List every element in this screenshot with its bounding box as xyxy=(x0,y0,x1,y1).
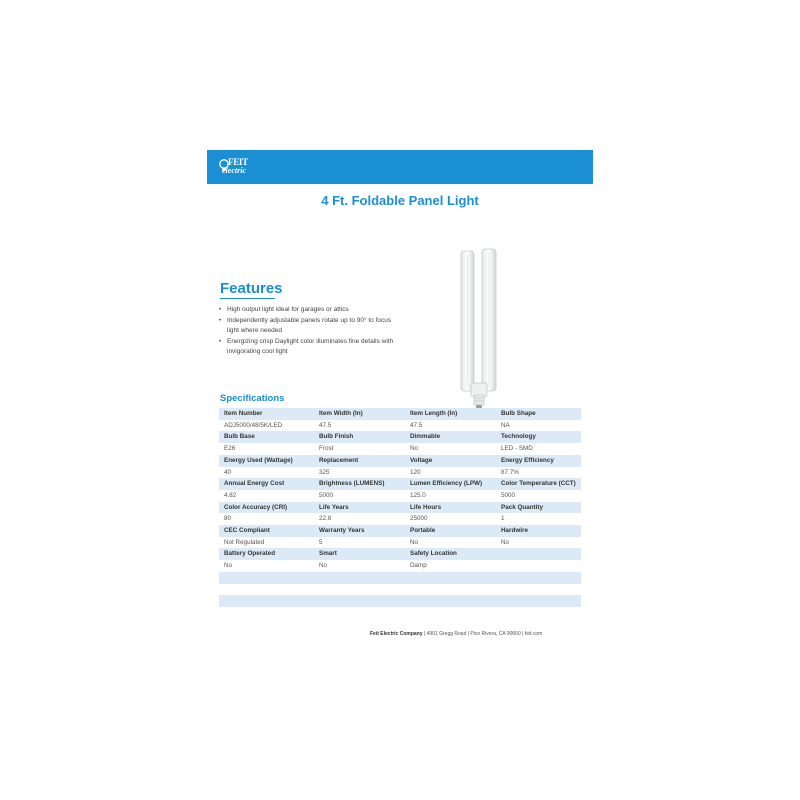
spec-value-cell: Frost xyxy=(314,443,405,455)
spec-label-row xyxy=(219,455,581,467)
spec-value-row xyxy=(219,490,581,502)
spec-value-cell: 80 xyxy=(219,513,314,525)
spec-label-cell xyxy=(314,572,405,584)
spec-label-cell xyxy=(405,595,496,607)
spec-label-cell: Color Accuracy (CRI) xyxy=(219,502,314,514)
spec-label-cell: Hardwire xyxy=(496,525,581,537)
spec-label-cell: Energy Used (Wattage) xyxy=(219,455,314,467)
spec-label-cell: Bulb Base xyxy=(219,431,314,443)
spec-label-cell: Brightness (LUMENS) xyxy=(314,478,405,490)
feature-item: • High output light ideal for garages or attics xyxy=(218,305,398,316)
spec-value-cell: 5 xyxy=(314,537,405,549)
spec-label-cell: Item Width (In) xyxy=(314,408,405,420)
product-title: 4 Ft. Foldable Panel Light xyxy=(321,193,479,208)
spec-value-cell: 47.5 xyxy=(314,420,405,432)
spec-value-cell: NA xyxy=(496,420,581,432)
spec-label-cell xyxy=(496,595,581,607)
spec-label-cell: Dimmable xyxy=(405,431,496,443)
feature-item: • Independently adjustable panels rotate up to 90° to focus light where needed xyxy=(218,316,398,337)
spec-label-cell: Bulb Shape xyxy=(496,408,581,420)
spec-label-cell: Item Number xyxy=(219,408,314,420)
spec-value-row xyxy=(219,584,581,596)
spec-label-cell: Warranty Years xyxy=(314,525,405,537)
spec-value-cell: 47.5 xyxy=(405,420,496,432)
spec-label-cell: Lumen Efficiency (LPW) xyxy=(405,478,496,490)
spec-value-cell: Not Regulated xyxy=(219,537,314,549)
spec-value-cell xyxy=(496,584,581,596)
spec-value-cell: 1 xyxy=(496,513,581,525)
spec-value-row xyxy=(219,443,581,455)
spec-label-row xyxy=(219,572,581,584)
spec-value-row xyxy=(219,513,581,525)
spec-value-cell: 125.0 xyxy=(405,490,496,502)
spec-value-row xyxy=(219,560,581,572)
features-list xyxy=(218,305,398,358)
spec-label-row xyxy=(219,408,581,420)
spec-label-cell: Safety Location xyxy=(405,548,496,560)
logo-wordmark-top: FEIT xyxy=(228,157,248,167)
specifications-table xyxy=(219,408,581,607)
spec-value-row xyxy=(219,467,581,479)
spec-label-cell: Replacement xyxy=(314,455,405,467)
spec-label-cell xyxy=(219,595,314,607)
spec-value-cell: 22.8 xyxy=(314,513,405,525)
features-underline xyxy=(220,298,275,299)
spec-label-cell xyxy=(219,572,314,584)
spec-value-cell: 87.7% xyxy=(496,467,581,479)
spec-value-cell: No xyxy=(496,537,581,549)
footer-contact xyxy=(370,631,542,637)
spec-value-cell: Damp xyxy=(405,560,496,572)
feit-electric-logo xyxy=(219,156,261,178)
spec-label-row xyxy=(219,502,581,514)
spec-label-row xyxy=(219,595,581,607)
spec-label-cell: Battery Operated xyxy=(219,548,314,560)
spec-label-row xyxy=(219,478,581,490)
footer-company: Feit Electric Company xyxy=(370,631,423,637)
spec-label-cell xyxy=(496,548,581,560)
spec-label-cell: Pack Quantity xyxy=(496,502,581,514)
header-banner xyxy=(207,150,593,184)
footer-address: | 4901 Gregg Road | Pico Rivera, CA 90660 | feit.com xyxy=(422,631,543,637)
spec-value-cell xyxy=(314,584,405,596)
spec-label-cell xyxy=(314,595,405,607)
spec-value-cell: 25000 xyxy=(405,513,496,525)
spec-value-row xyxy=(219,537,581,549)
spec-value-cell: 40 xyxy=(219,467,314,479)
spec-value-cell: 5000 xyxy=(314,490,405,502)
spec-value-cell: 5000 xyxy=(496,490,581,502)
logo-wordmark-bottom: electric xyxy=(222,166,246,175)
spec-label-cell: Portable xyxy=(405,525,496,537)
spec-label-cell: Life Years xyxy=(314,502,405,514)
spec-value-cell: ADJ5000/48/5K/LED xyxy=(219,420,314,432)
panel-light-product-image xyxy=(455,245,515,415)
spec-label-cell: Annual Energy Cost xyxy=(219,478,314,490)
spec-value-row xyxy=(219,420,581,432)
spec-label-cell: Voltage xyxy=(405,455,496,467)
spec-label-cell: Technology xyxy=(496,431,581,443)
spec-value-cell: No xyxy=(405,537,496,549)
spec-label-cell: Color Temperature (CCT) xyxy=(496,478,581,490)
spec-value-cell xyxy=(219,584,314,596)
spec-label-row xyxy=(219,548,581,560)
spec-label-cell: CEC Compliant xyxy=(219,525,314,537)
spec-value-cell: 120 xyxy=(405,467,496,479)
spec-label-cell: Smart xyxy=(314,548,405,560)
spec-label-cell xyxy=(405,572,496,584)
feature-item: • Energizing crisp Daylight color illuminates fine details with invigorating cool light xyxy=(218,337,398,358)
spec-value-cell: No xyxy=(405,443,496,455)
spec-label-row xyxy=(219,525,581,537)
spec-value-cell: E26 xyxy=(219,443,314,455)
features-heading: Features xyxy=(220,280,283,297)
specifications-heading: Specifications xyxy=(220,393,285,404)
spec-value-cell: LED - SMD xyxy=(496,443,581,455)
spec-label-cell xyxy=(496,572,581,584)
spec-value-cell xyxy=(496,560,581,572)
spec-value-cell: 4.82 xyxy=(219,490,314,502)
spec-value-cell xyxy=(405,584,496,596)
spec-value-cell: No xyxy=(219,560,314,572)
spec-value-cell: No xyxy=(314,560,405,572)
spec-label-cell: Energy Efficiency xyxy=(496,455,581,467)
spec-label-cell: Life Hours xyxy=(405,502,496,514)
spec-value-cell: 325 xyxy=(314,467,405,479)
spec-label-row xyxy=(219,431,581,443)
spec-label-cell: Bulb Finish xyxy=(314,431,405,443)
spec-label-cell: Item Length (In) xyxy=(405,408,496,420)
